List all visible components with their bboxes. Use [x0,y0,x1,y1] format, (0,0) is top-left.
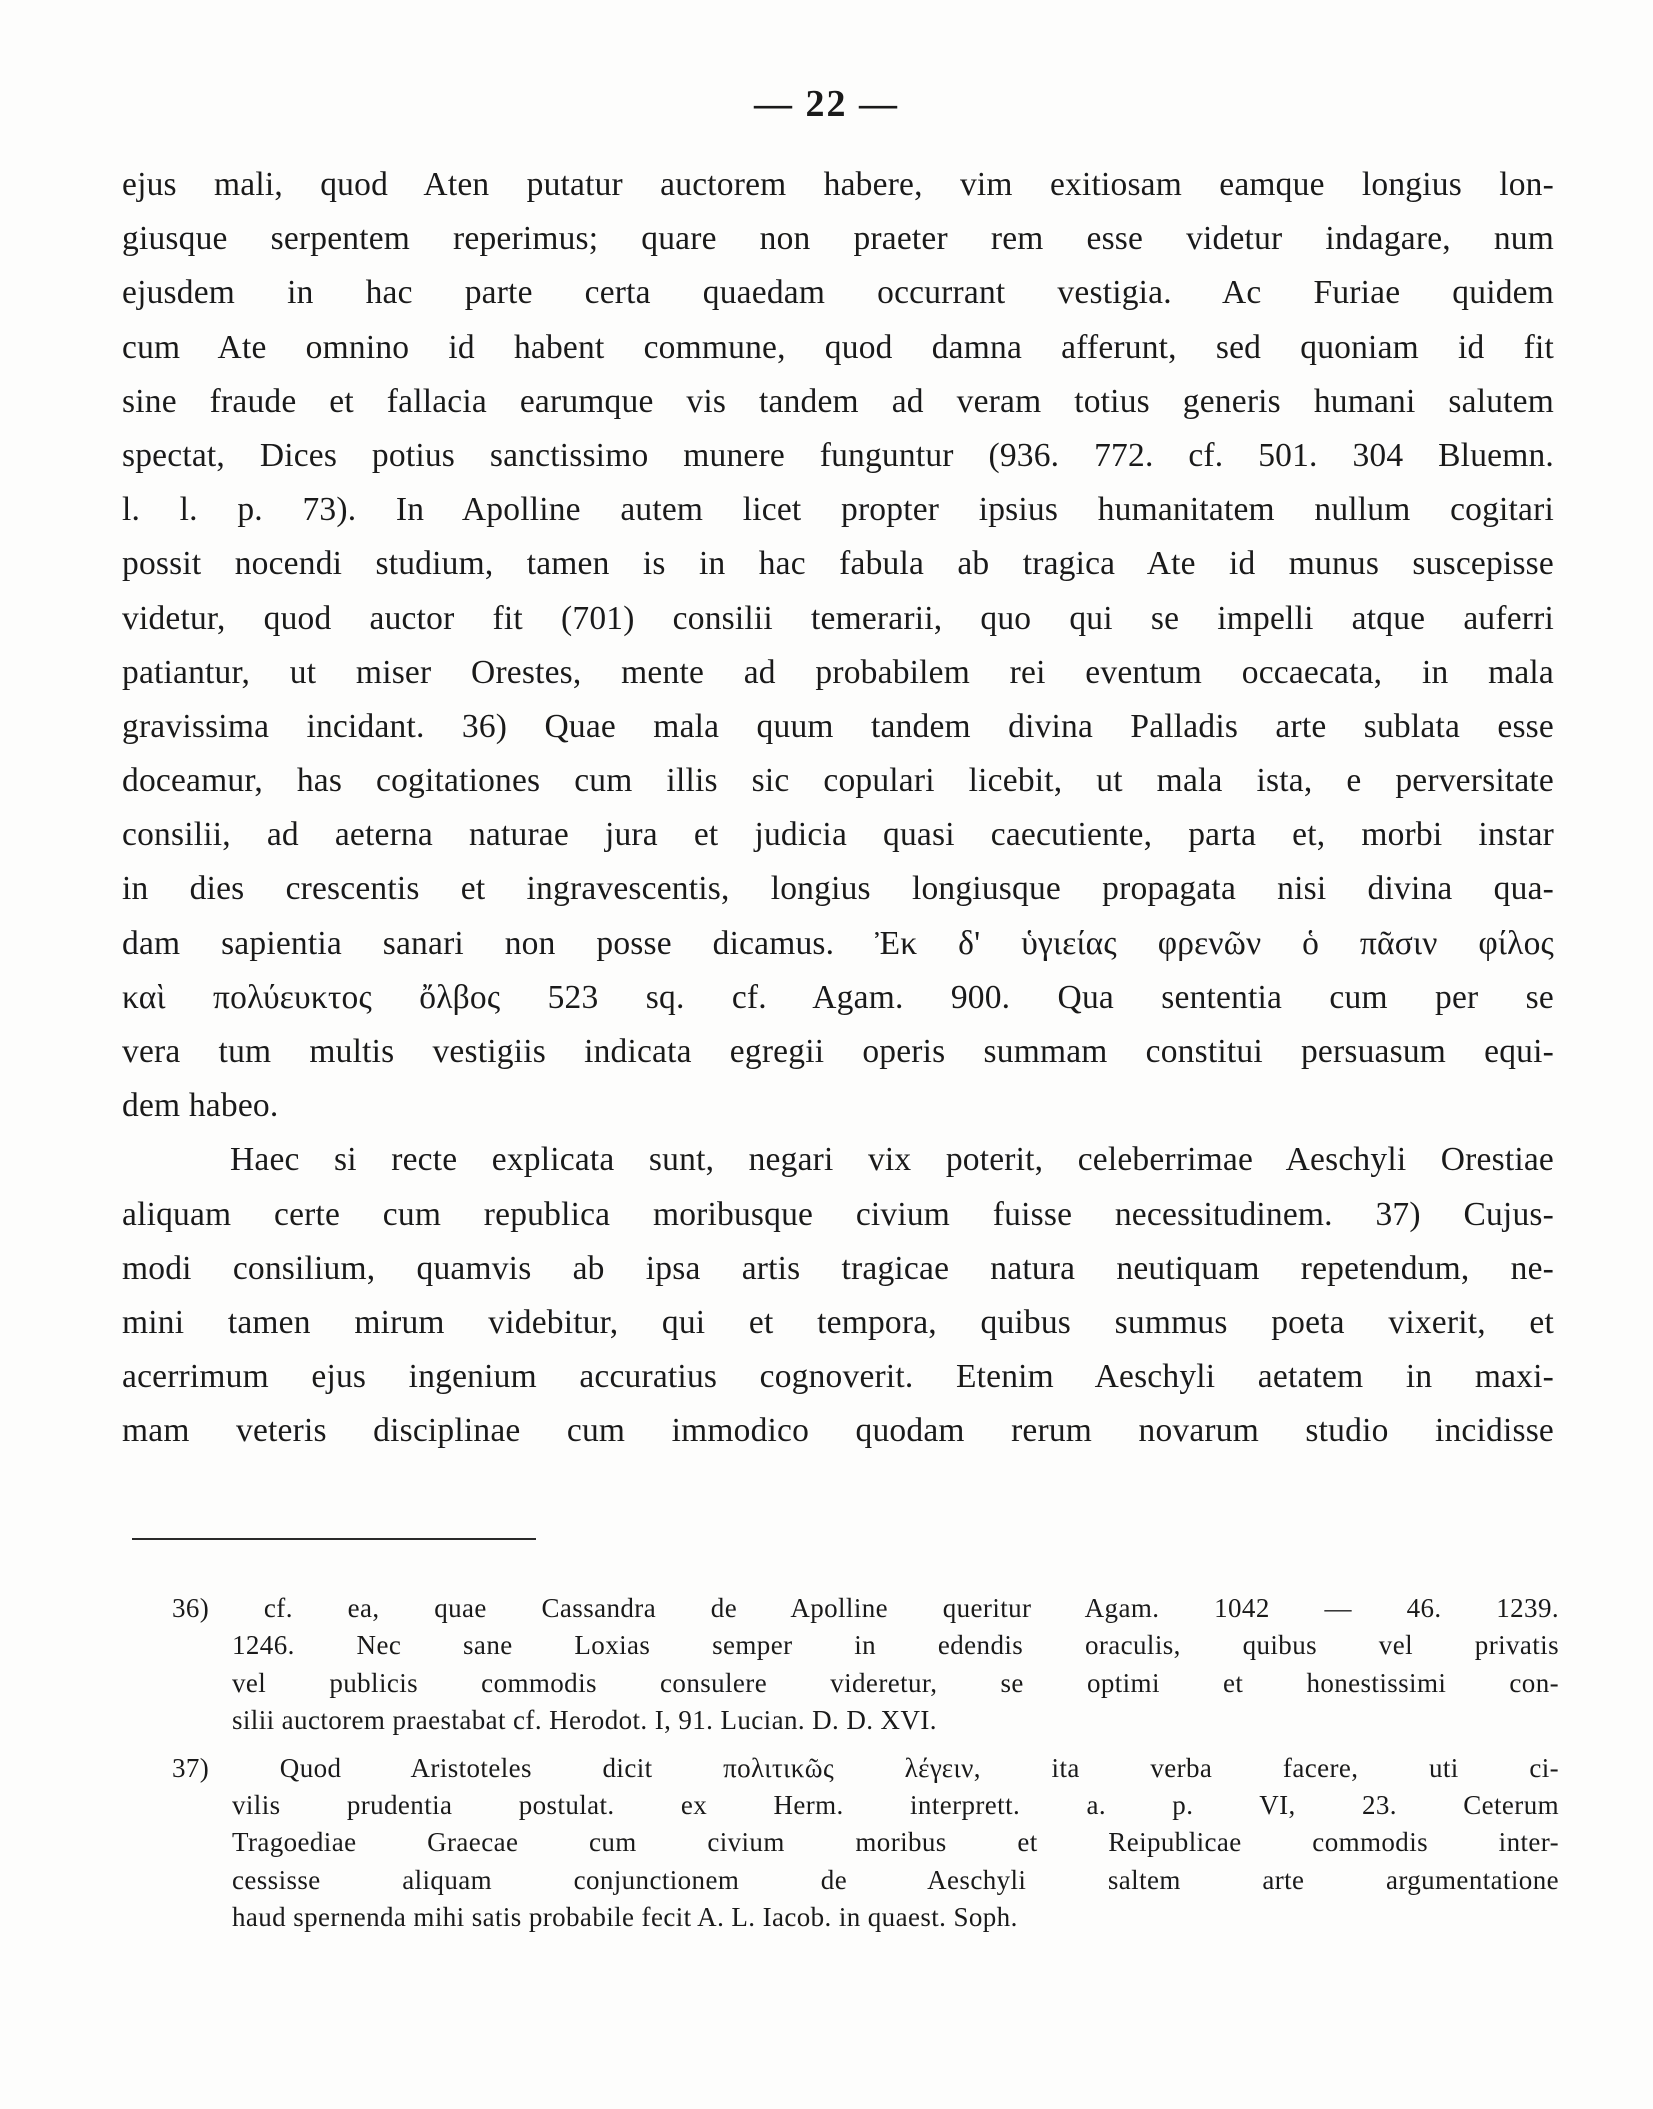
body-line: καὶ πολύευκτος ὄλβος 523 sq. cf. Agam. 900. Qua sententia cum per se [122,978,1554,1016]
body-line: possit nocendi studium, tamen is in hac fabula ab tragica Ate id munus suscepisse [122,545,1554,583]
body-line: Haec si recte explicata sunt, negari vix poterit, celeberrimae Aeschyli Orestiae [230,1141,1554,1179]
footnote-line: haud spernenda mihi satis probabile fecit A. L. Iacob. in quaest. Soph. [232,1902,1018,1933]
body-line: mini tamen mirum videbitur, qui et tempora, quibus summus poeta vixerit, et [122,1303,1554,1341]
footnote-line: vilis prudentia postulat. ex Herm. interprett. a. p. VI, 23. Ceterum [232,1789,1559,1820]
body-line: sine fraude et fallacia earumque vis tandem ad veram totius generis humani salutem [122,382,1554,420]
footnotes [172,1590,1559,1937]
body-line: vera tum multis vestigiis indicata egregii operis summam constitui persuasum equi- [122,1033,1554,1070]
footnote-rule [132,1538,536,1540]
footnote-line: 37) Quod Aristoteles dicit πολιτικῶς λέγειν, ita verba facere, uti ci- [172,1752,1559,1783]
footnote-line: Tragoediae Graecae cum civium moribus et Reipublicae commodis inter- [232,1827,1559,1858]
body-line: aliquam certe cum republica moribusque civium fuisse necessitudinem. 37) Cujus- [122,1195,1554,1233]
body-line: modi consilium, quamvis ab ipsa artis tragicae natura neutiquam repetendum, ne- [122,1249,1554,1287]
body-line: spectat, Dices potius sanctissimo munere funguntur (936. 772. cf. 501. 304 Bluemn. [122,436,1554,474]
body-line: in dies crescentis et ingravescentis, longius longiusque propagata nisi divina qua- [122,870,1554,908]
body-line: cum Ate omnino id habent commune, quod damna afferunt, sed quoniam id fit [122,328,1554,366]
body-line: mam veteris disciplinae cum immodico quodam rerum novarum studio incidisse [122,1412,1554,1450]
body-line: patiantur, ut miser Orestes, mente ad probabilem rei eventum occaecata, in mala [122,653,1554,691]
body-line: videtur, quod auctor fit (701) consilii temerarii, quo qui se impelli atque auferri [122,599,1554,637]
footnote-line: vel publicis commodis consulere videretur, se optimi et honestissimi con- [232,1667,1559,1698]
body-line: ejus mali, quod Aten putatur auctorem habere, vim exitiosam eamque longius lon- [122,166,1554,203]
footnote-line: 36) cf. ea, quae Cassandra de Apolline queritur Agam. 1042 — 46. 1239. [172,1593,1559,1623]
body-line: doceamur, has cogitationes cum illis sic copulari licebit, ut mala ista, e perversitate [122,762,1554,800]
body-line: gravissima incidant. 36) Quae mala quum tandem divina Palladis arte sublata esse [122,707,1554,745]
body-line: acerrimum ejus ingenium accuratius cognoverit. Etenim Aeschyli aetatem in maxi- [122,1358,1554,1396]
body-line: dem habeo. [122,1087,279,1125]
body-line: giusque serpentem reperimus; quare non praeter rem esse videtur indagare, num [122,220,1554,258]
body-line: ejusdem in hac parte certa quaedam occurrant vestigia. Ac Furiae quidem [122,274,1554,312]
body-line: l. l. p. 73). In Apolline autem licet propter ipsius humanitatem nullum cogitari [122,491,1554,529]
body-line: dam sapientia sanari non posse dicamus. Ἐκ δ' ὑγιείας φρενῶν ὁ πᾶσιν φίλος [122,924,1554,962]
footnote-line: cessisse aliquam conjunctionem de Aeschyli saltem arte argumentatione [232,1864,1559,1895]
main-text [122,158,1554,1459]
footnote-line: 1246. Nec sane Loxias semper in edendis oraculis, quibus vel privatis [232,1630,1559,1661]
body-line: consilii, ad aeterna naturae jura et judicia quasi caecutiente, parta et, morbi instar [122,816,1554,854]
footnote-line: silii auctorem praestabat cf. Herodot. I, 91. Lucian. D. D. XVI. [232,1705,937,1736]
page-number: — 22 — [754,83,899,125]
